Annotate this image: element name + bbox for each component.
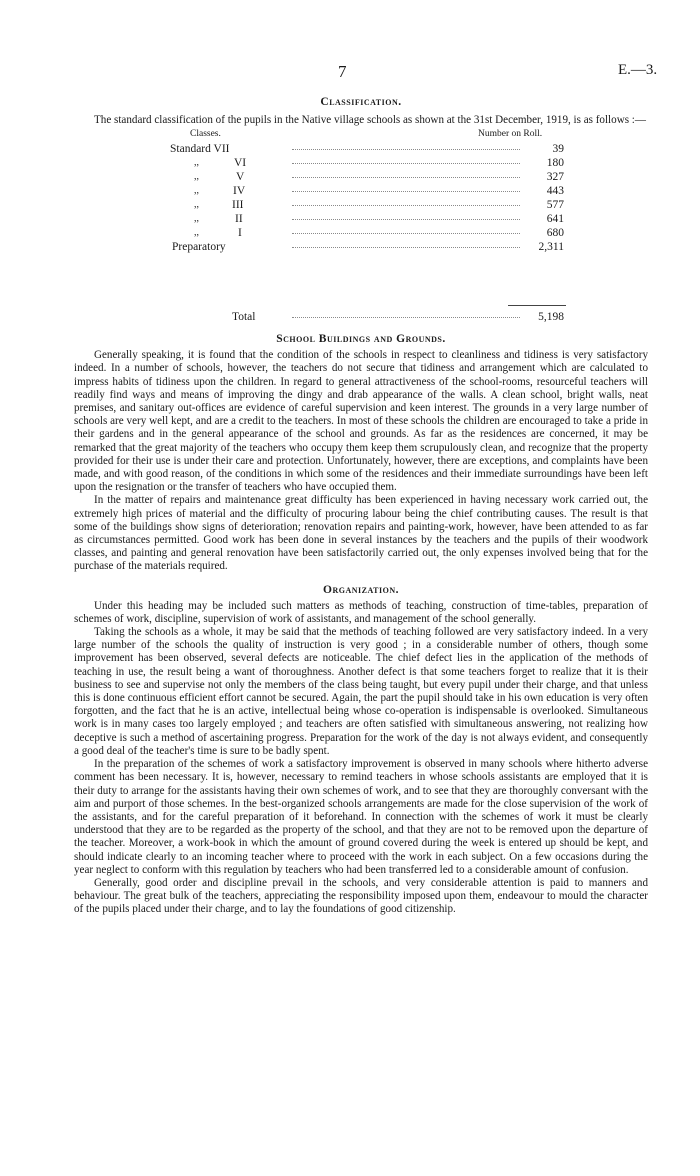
heading-classification: Classification. [320, 96, 402, 108]
class-label: Standard VII [170, 143, 230, 156]
total-label: Total [232, 311, 256, 324]
buildings-paragraph: Generally speaking, it is found that the condition of the schools in respect to cleanliness and tidiness is very satisfactory indeed. In a number of schools, however, the teachers do not secure that tidiness and arrangement which are calculated to impress habits of tidiness upon the children. In regard to general attractiveness of the school-rooms, resourceful teachers will readily find ways and means of improving the dingy and drab appearance of the walls. A clean school, bright walls, neat premises, and sanitary out-offices are evidence of careful supervision and keen interest. The grounds in a very large number of schools are very well kept, and are a credit to the teachers. In most of these schools the children are encouraged to take a pride in their gardens and in the general appearance of the school and grounds. As far as the residences are concerned, it may be remarked that the great majority of the teachers who occupy them keep them scrupulously clean, and recognize that the property provided for their use is under their care and protection. Unfortunately, however, there are exceptions, and complaints have been made, and with good reason, of the conditions in which some of the residences and their immediate surroundings have been left upon the resignation or the transfer of teachers who have occupied them. [74, 349, 648, 494]
roll-value: 327 [546, 171, 564, 184]
class-label: Preparatory [172, 241, 226, 254]
page-number: 7 [338, 62, 347, 81]
table-row [74, 171, 648, 185]
page-body [74, 96, 648, 917]
roll-value: 641 [546, 213, 564, 226]
organization-paragraph: Generally, good order and discipline prevail in the schools, and very considerable attention is paid to manners and behaviour. The great bulk of the teachers, appreciating the responsibility imposed upon them, endeavour to mould the character of the pupils placed under their charge, and to lay the foundations of good citizenship. [74, 876, 648, 916]
ditto-mark: ,, [194, 199, 199, 211]
ditto-mark: ,, [194, 227, 199, 239]
dot-leader [292, 247, 520, 248]
dot-leader [292, 177, 520, 178]
heading-school-buildings: School Buildings and Grounds. [276, 333, 446, 346]
table-row [74, 227, 648, 241]
total-row [74, 311, 648, 325]
class-label: I [238, 227, 242, 240]
table-row [74, 143, 648, 157]
dot-leader [292, 233, 520, 234]
ditto-mark: ,, [194, 185, 199, 197]
table-row [74, 157, 648, 171]
ditto-mark: ,, [194, 157, 199, 169]
heading-organization: Organization. [323, 583, 399, 596]
classification-intro: The standard classification of the pupils in the Native village schools as shown at the 31st December, 1919, is as follows :— [94, 114, 646, 126]
column-header-classes: Classes. [190, 129, 221, 140]
dot-leader [292, 317, 520, 318]
roll-value: 680 [546, 227, 564, 240]
roll-value: 39 [552, 143, 564, 156]
dot-leader [292, 149, 520, 150]
dot-leader [292, 163, 520, 164]
roll-value: 443 [546, 185, 564, 198]
organization-paragraph: Under this heading may be included such matters as methods of teaching, construction of time-tables, preparation of schemes of work, discipline, supervision of work of assistants, and management of the school generally. [74, 599, 648, 625]
organization-paragraph: Taking the schools as a whole, it may be said that the methods of teaching followed are very satisfactory indeed. In a very large number of the schools the quality of instruction is very good ; in a considerable number of others, though some improvement has been observed, several defects are noticeable. The chief defect lies in the application of the methods of teaching in use, the result being a want of thoroughness. Another defect is that some teachers forget to realize that it is their business to see and supervise not only the members of the class being taught, but every pupil under their charge, and that unless this is done continuous efficient effort cannot be secured. Again, the part the pupil should take in his own education is very often forgotten, and the fact that he is an active, intellectual being whose co-operation is indispensable is overlooked. Simultaneous work is in many cases too largely employed ; and teachers are often satisfied with simultaneous answering, not realizing how deceptive is such a method of ascertaining progress. Preparation for the work of the day is not always evident, and consequently a good deal of the teacher's time is sure to be badly spent. [74, 626, 648, 757]
roll-value: 2,311 [538, 241, 564, 254]
classification-table [74, 129, 648, 325]
table-row [74, 199, 648, 213]
class-label: VI [234, 157, 247, 170]
class-label: IV [233, 185, 246, 198]
table-row [74, 185, 648, 199]
ditto-mark: ,, [194, 171, 199, 183]
class-label: III [232, 199, 244, 212]
table-row [74, 213, 648, 227]
total-value: 5,198 [538, 311, 564, 324]
dot-leader [292, 205, 520, 206]
document-reference: E.—3. [618, 62, 658, 78]
ditto-mark: ,, [194, 213, 199, 225]
class-label: V [236, 171, 245, 184]
column-header-roll: Number on Roll. [478, 129, 543, 140]
dot-leader [292, 219, 520, 220]
table-row [74, 241, 648, 255]
buildings-paragraph: In the matter of repairs and maintenance great difficulty has been experienced in having necessary work carried out, the extremely high prices of material and the difficulty of procuring labour being the chief contributing causes. The result is that some of the buildings show signs of deterioration; renovation repairs and painting-work, however, have been attended to as far as circumstances permitted. Good work has been done in several instances by the teachers and the pupils of their woodwork classes, and painting and general renovation have been satisfactorily carried out, the only expenses involved being that for the purchase of the materials required. [74, 494, 648, 573]
class-label: II [235, 213, 243, 226]
organization-paragraph: In the preparation of the schemes of work a satisfactory improvement is observed in many schools where hitherto adverse comment has been necessary. It is, however, necessary to remind teachers in whose schools assistants are employed that it is their duty to arrange for the assistants having their own schemes of work, and to see that they are thoroughly conversant with the aim and purport of those schemes. In the best-organized schools arrangements are made for the close supervision of the work of the assistants, and for the careful preparation of it beforehand. In connection with the schemes of work it must be clearly understood that they are to be regarded as the property of the school, and that they are not to be removed upon the departure of the teacher. Moreover, a work-book in which the amount of ground covered during the week is entered up should be kept, and should indicate clearly to an incoming teacher where to proceed with the work in each subject. On a few occasions during the year neglect to conform with this regulation by teachers who had been transferred led to a considerable amount of confusion. [74, 758, 648, 876]
roll-value: 577 [546, 199, 564, 212]
roll-value: 180 [546, 157, 564, 170]
total-rule [508, 305, 566, 306]
dot-leader [292, 191, 520, 192]
